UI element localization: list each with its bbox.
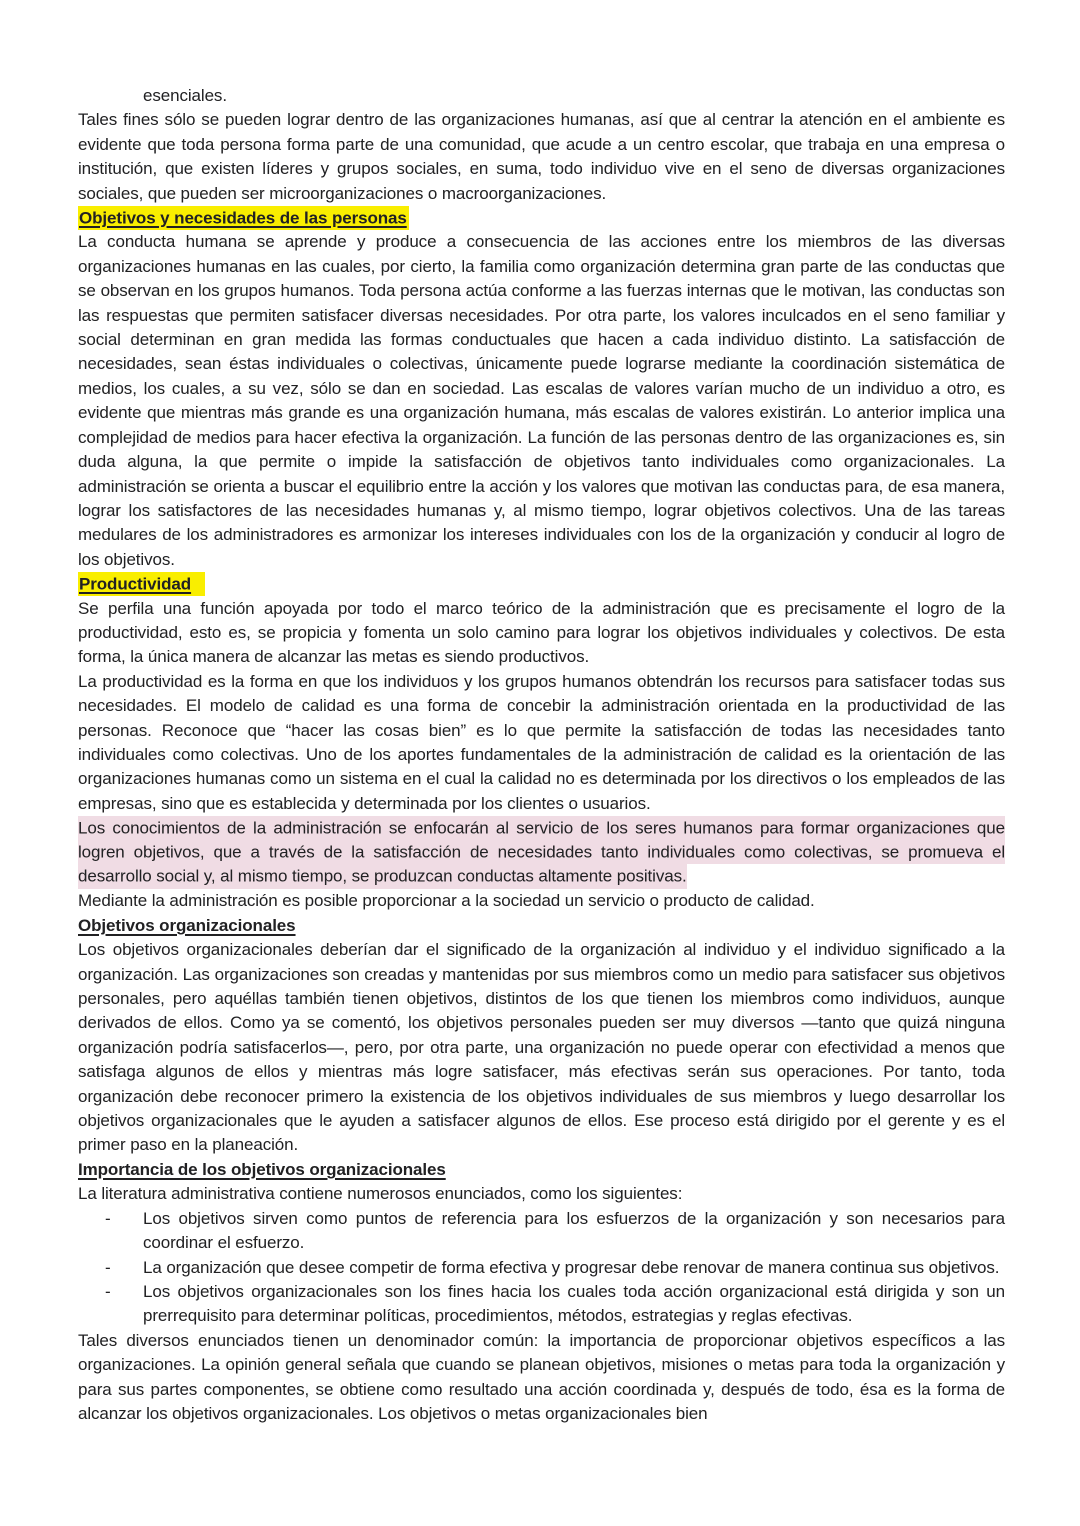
bullet-text: Los objetivos sirven como puntos de referencia para los esfuerzos de la organización y son necesarios para coordinar el esfuerzo. — [143, 1208, 1005, 1253]
paragraph: esenciales. — [143, 86, 227, 105]
bullet-item — [78, 1207, 1005, 1256]
bullet-text: La organización que desee competir de forma efectiva y progresar debe renovar de manera continua sus objetivos. — [143, 1257, 1000, 1277]
yellow-highlight — [78, 206, 409, 230]
bullet-marker: - — [105, 1281, 111, 1301]
bullet-marker: - — [105, 1257, 111, 1277]
heading-wrap — [78, 1160, 446, 1179]
document-text — [78, 84, 1005, 1426]
paragraph: Se perfila una función apoyada por todo el marco teórico de la administración que es precisamente el logro de la productividad, esto es, se propicia y fomenta un solo camino para lograr los objetivos individuales y colectivos. De esta forma, la única manera de alcanzar las metas es siendo productivos. — [78, 598, 1005, 667]
paragraph: La productividad es la forma en que los individuos y los grupos humanos obtendrán los recursos para satisfacer todas sus necesidades. El modelo de calidad es una forma de concebir la administración orientada en la productividad de las personas. Reconoce que “hacer las cosas bien” es lo que permite la satisfacción de todas las necesidades tanto individuales como colectivas. Uno de los aportes fundamentales de la administración de calidad es la orientación de las organizaciones humanas como un sistema en el cual la calidad no es determinada por los directivos o los empleados de las empresas, sino que es establecida y determinada por los clientes o usuarios. — [78, 671, 1005, 813]
yellow-highlight — [78, 572, 205, 596]
pink-highlight: Los conocimientos de la administración se enfocarán al servicio de los seres humanos para formar organizaciones que logren objetivos, que a través de la satisfacción de necesidades tanto individuales como colectivas, se promueva el desarrollo social y, al mismo tiempo, se produzcan conductas altamente positivas. — [78, 816, 1005, 889]
paragraph: Mediante la administración es posible proporcionar a la sociedad un servicio o producto de calidad. — [78, 891, 815, 911]
bullet-marker: - — [105, 1208, 111, 1228]
heading-text: Productividad — [79, 574, 192, 594]
heading-text: Objetivos y necesidades de las personas — [79, 208, 407, 228]
highlighted-paragraph — [78, 816, 1005, 889]
section-heading — [78, 572, 1005, 596]
paragraph: La literatura administrativa contiene numerosos enunciados, como los siguientes: — [78, 1184, 683, 1204]
bullet-item — [78, 1280, 1005, 1329]
bullet-item — [78, 1256, 1005, 1280]
paragraph: Los objetivos organizacionales deberían dar el significado de la organización al individuo y el individuo significado a la organización. Las organizaciones son creadas y mantenidas por sus miembros como un medio para satisfacer sus objetivos personales, pero aquéllas también tienen objetivos, distintos de los que tienen los miembros como individuos, aunque derivados de ellos. Como ya se comentó, los objetivos personales pueden ser muy diversos —tanto que quizá ninguna organización podría satisfacerlos—, pero, por otra parte, una organización no puede operar con efectividad a menos que satisfaga algunos de ellos y mientras más logre satisfacer, más efectivas serán sus operaciones. Por tanto, toda organización debe reconocer primero la existencia de los objetivos individuales de sus miembros y luego desarrollar los objetivos organizacionales que le ayuden a satisfacer algunos de ellos. Ese proceso está dirigido por el gerente y es el primer paso en la planeación. — [78, 940, 1005, 1155]
section-heading — [78, 1158, 1005, 1182]
heading-text: Objetivos organizacionales — [78, 915, 296, 935]
paragraph: La conducta humana se aprende y produce a consecuencia de las acciones entre los miembros de las diversas organizaciones humanas en las cuales, por cierto, la familia como organización determina gran parte de las conductas que se observan en los grupos humanos. Toda persona actúa conforme a las fuerzas internas que le motivan, las conductas son las respuestas que permiten satisfacer diversas necesidades. Por otra parte, los valores inculcados en el seno familiar y social determinan en gran medida las formas conductuales que hacen a cada individuo distinto. La satisfacción de necesidades, sean éstas individuales o colectivas, únicamente puede lograrse mediante la coordinación sistemática de medios, los cuales, a su vez, sólo se dan en sociedad. Las escalas de valores varían mucho de un individuo a otro, es evidente que mientras más grande es una organización humana, más escalas de valores existirán. Lo anterior implica una complejidad de medios para hacer efectiva la organización. La función de las personas dentro de las organizaciones es, sin duda alguna, la que permite o impide la satisfacción de objetivos tanto individuales como organizacionales. La administración se orienta a buscar el equilibrio entre la acción y los valores que motivan las conductas para, de esa manera, lograr los satisfactores de las necesidades humanas y, al mismo tiempo, lograr objetivos colectivos. Una de las tareas medulares de los administradores es armonizar los intereses individuales con los de la organización y conducir al logro de los objetivos. — [78, 232, 1005, 569]
paragraph: Tales diversos enunciados tienen un denominador común: la importancia de proporcionar objetivos específicos a las organizaciones. La opinión general señala que cuando se planean objetivos, misiones o metas para toda la organización y para sus partes componentes, se obtiene como resultado una acción coordinada y, después de todo, ésa es la forma de alcanzar los objetivos organizacionales. Los objetivos o metas organizacionales bien — [78, 1330, 1005, 1423]
section-heading — [78, 914, 1005, 938]
heading-wrap — [78, 916, 296, 935]
section-heading — [78, 206, 1005, 230]
heading-text: Importancia de los objetivos organizacionales — [78, 1159, 446, 1179]
bullet-text: Los objetivos organizacionales son los fines hacia los cuales toda acción organizacional está dirigida y son un prerrequisito para determinar políticas, procedimientos, métodos, estrategias y reglas efectivas. — [143, 1281, 1005, 1326]
paragraph: Tales fines sólo se pueden lograr dentro de las organizaciones humanas, así que al centrar la atención en el ambiente es evidente que toda persona forma parte de una comunidad, que acude a un centro escolar, que trabaja en una empresa o institución, que existen líderes y grupos sociales, en suma, todo individuo vive en el seno de diversas organizaciones sociales, que pueden ser microorganizaciones o macroorganizaciones. — [78, 110, 1005, 203]
